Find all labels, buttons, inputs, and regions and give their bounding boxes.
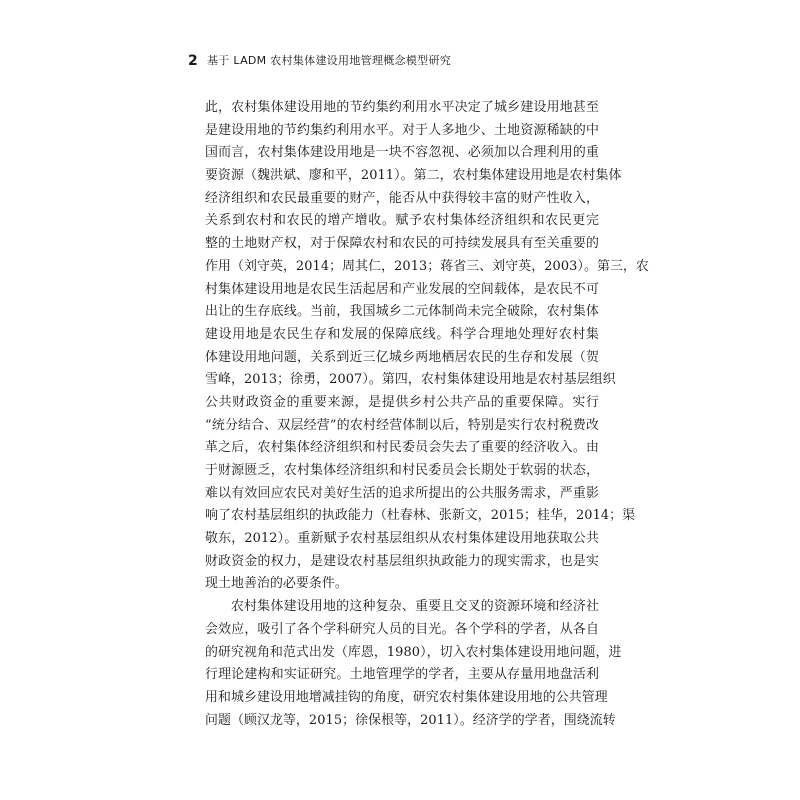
text-line: 村集体建设用地是农民生活起居和产业发展的空间载体，是农民不可 [205,281,599,297]
text-line: 国而言，农村集体建设用地是一块不容忽视、必须加以合理利用的重 [205,145,599,161]
running-head [0,0,800,70]
text-line: 于财源匮乏，农村集体经济组织和村民委员会长期处于软弱的状态， [205,463,599,478]
text-line: 会效应，吸引了各个学科研究人员的目光。各个学科的学者，从各自 [205,621,599,637]
body-text [205,97,649,732]
text-line: 财政资金的权力，是建设农村基层组织执政能力的现实需求，也是实 [205,553,599,569]
text-line: 农村集体建设用地的这种复杂、重要且交叉的资源环境和经济社 [231,599,599,615]
running-head-title: 基于 LADM 农村集体建设用地管理概念模型研究 [207,54,452,67]
text-line: 关系到农村和农民的增产增收。赋予农村集体经济组织和农民更完 [205,213,599,229]
text-line: 难以有效回应农民对美好生活的追求所提出的公共服务需求，严重影 [205,485,599,501]
text-line: 此，农村集体建设用地的节约集约利用水平决定了城乡建设用地甚至 [205,100,599,115]
text-line: 经济组织和农民最重要的财产，能否从中获得较丰富的财产性收入， [205,190,599,206]
text-line: 要资源（魏洪斌、廖和平，2011）。第二，农村集体建设用地是农村集体 [205,168,622,184]
text-line: 用和城乡建设用地增减挂钩的角度，研究农村集体建设用地的公共管理 [205,689,608,705]
text-line: 整的土地财产权，对于保障农村和农民的可持续发展具有至关重要的 [205,236,599,252]
paragraph-1 [205,97,649,596]
page-number: 2 [188,53,198,69]
text-line: 敬东，2012）。重新赋予农村基层组织从农村集体建设用地获取公共 [205,531,599,547]
text-line: 的研究视角和范式出发（库恩，1980），切入农村集体建设用地问题，进 [205,644,622,660]
text-line: 响了农村基层组织的执政能力（杜春林、张新文，2015；桂华，2014；渠 [205,508,636,524]
text-line: 革之后，农村集体经济组织和村民委员会失去了重要的经济收入。由 [205,440,599,456]
text-line: 是建设用地的节约集约利用水平。对于人多地少、土地资源稀缺的中 [205,122,599,138]
text-line: 行理论建构和实证研究。土地管理学的学者，主要从存量用地盘活利 [205,667,599,683]
text-line: 问题（顾汉龙等，2015；徐保根等，2011）。经济学的学者，围绕流转 [205,712,616,728]
text-line: 出让的生存底线。当前，我国城乡二元体制尚未完全破除，农村集体 [205,304,599,320]
text-line: “统分结合、双层经营”的农村经营体制以后，特别是实行农村税费改 [205,417,599,433]
text-line: 体建设用地问题，关系到近三亿城乡两地栖居农民的生存和发展（贺 [205,349,599,365]
text-line: 作用（刘守英，2014；周其仁，2013；蒋省三、刘守英，2003）。第三，农 [205,258,649,274]
text-line: 现土地善治的必要条件。 [205,576,348,592]
paragraph-2 [205,596,622,732]
text-line: 雪峰，2013；徐勇，2007）。第四，农村集体建设用地是农村基层组织 [205,372,616,388]
text-line: 公共财政资金的重要来源，是提供乡村公共产品的重要保障。实行 [205,394,599,410]
text-line: 建设用地是农民生存和发展的保障底线。科学合理地处理好农村集 [205,326,599,342]
